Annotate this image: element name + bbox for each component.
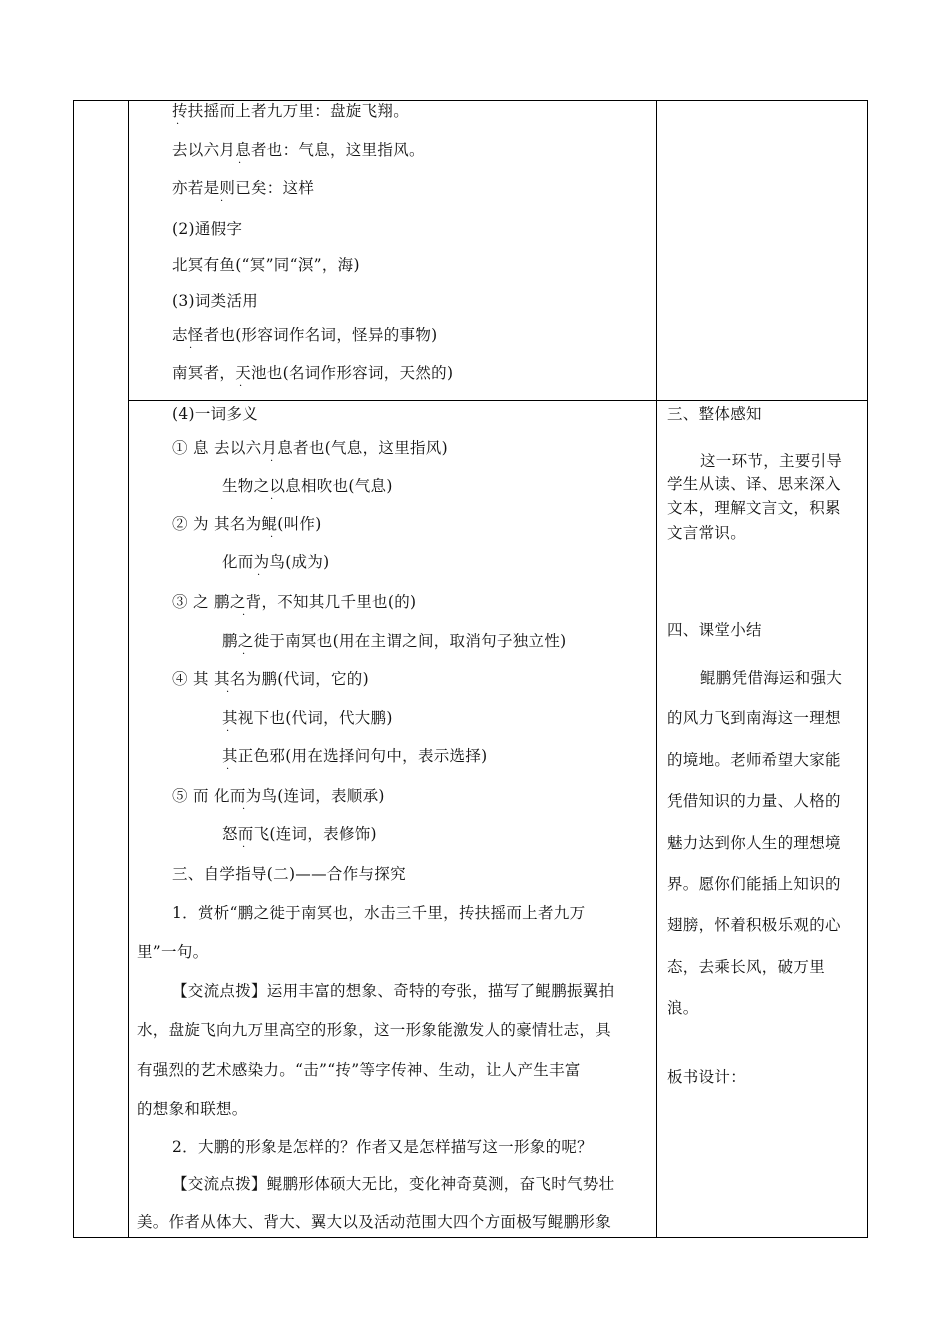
text-line: ① 息 去以六月息者也(气息，这里指风)	[172, 439, 448, 457]
column-divider-1	[128, 100, 129, 1237]
text-line: (4)一词多义	[172, 405, 259, 423]
text-line: 凭借知识的力量、人格的	[667, 792, 841, 810]
text-line: 南冥者，天池也(名词作形容词，天然的)	[172, 364, 454, 382]
section-heading: 三、整体感知	[667, 405, 762, 423]
text-line: 其视下也(代词，代大鹏)	[222, 709, 393, 727]
text-line: 的风力飞到南海这一理想	[667, 709, 841, 727]
section-heading: 三、自学指导(二)——合作与探究	[172, 865, 406, 883]
emphasis-dot: ·	[242, 804, 246, 815]
emphasis-dot: ·	[226, 687, 230, 698]
text-line: 2．大鹏的形象是怎样的？作者又是怎样描写这一形象的呢？	[172, 1138, 593, 1156]
text-line: 的想象和联想。	[137, 1100, 248, 1118]
emphasis-dot: ·	[242, 649, 246, 660]
text-line: 这一环节，主要引导	[700, 452, 843, 470]
emphasis-dot: ·	[238, 158, 242, 169]
text-line: 志怪者也(形容词作名词，怪异的事物)	[172, 326, 438, 344]
emphasis-dot: ·	[226, 726, 230, 737]
emphasis-dot: ·	[220, 196, 224, 207]
column-divider-2	[656, 100, 657, 1237]
text-line: 文言常识。	[667, 524, 747, 542]
text-line: (3)词类活用	[172, 292, 259, 310]
emphasis-dot: ·	[257, 570, 261, 581]
emphasis-dot: ·	[189, 343, 193, 354]
section-heading: 板书设计：	[667, 1068, 747, 1086]
text-line: 的境地。老师希望大家能	[667, 751, 841, 769]
text-line: 文本，理解文言文，积累	[667, 499, 841, 517]
text-line: 去以六月息者也：气息，这里指风。	[172, 141, 425, 159]
text-line: 北冥有鱼(“冥”同“溟”，海)	[172, 256, 360, 274]
text-line: 化而为鸟(成为)	[222, 553, 330, 571]
text-line: ③ 之 鹏之背，不知其几千里也(的)	[172, 593, 417, 611]
text-line: 态，去乘长风，破万里	[667, 958, 826, 976]
emphasis-dot: ·	[176, 119, 180, 130]
emphasis-dot: ·	[270, 494, 274, 505]
text-line: (2)通假字	[172, 220, 243, 238]
text-line: 有强烈的艺术感染力。“击”“抟”等字传神、生动，让人产生丰富	[137, 1061, 581, 1079]
text-line: 【交流点拨】鲲鹏形体硕大无比，变化神奇莫测，奋飞时气势壮	[172, 1175, 615, 1193]
text-line: ④ 其 其名为鹏(代词，它的)	[172, 670, 369, 688]
emphasis-dot: ·	[226, 764, 230, 775]
text-line: 怒而飞(连词，表修饰)	[222, 825, 377, 843]
text-line: 亦若是则已矣：这样	[172, 179, 315, 197]
section-heading: 四、课堂小结	[667, 621, 762, 639]
text-line: 生物之以息相吹也(气息)	[222, 477, 393, 495]
table-left-border	[73, 100, 74, 1237]
text-line: 美。作者从体大、背大、翼大以及活动范围大四个方面极写鲲鹏形象	[137, 1213, 612, 1231]
text-line: 抟扶摇而上者九万里：盘旋飞翔。	[172, 102, 410, 120]
emphasis-dot: ·	[242, 610, 246, 621]
text-line: 1．赏析“鹏之徙于南冥也，水击三千里，抟扶摇而上者九万	[172, 904, 586, 922]
text-line: 水，盘旋飞向九万里高空的形象，这一形象能激发人的豪情壮志，具	[137, 1021, 612, 1039]
text-line: 学生从读、译、思来深入	[667, 475, 841, 493]
text-line: 浪。	[667, 999, 699, 1017]
table-right-border	[867, 100, 868, 1237]
text-line: 界。愿你们能插上知识的	[667, 875, 841, 893]
row-divider	[128, 400, 868, 401]
text-line: ② 为 其名为鲲(叫作)	[172, 515, 322, 533]
emphasis-dot: ·	[270, 456, 274, 467]
emphasis-dot: ·	[270, 532, 274, 543]
text-line: 【交流点拨】运用丰富的想象、奇特的夸张，描写了鲲鹏振翼拍	[172, 982, 615, 1000]
text-line: ⑤ 而 化而为鸟(连词，表顺承)	[172, 787, 385, 805]
text-line: 鹏之徙于南冥也(用在主谓之间，取消句子独立性)	[222, 632, 567, 650]
text-line: 其正色邪(用在选择问句中，表示选择)	[222, 747, 488, 765]
emphasis-dot: ·	[239, 381, 243, 392]
text-line: 里”一句。	[137, 943, 209, 961]
table-bottom-border	[73, 1237, 868, 1238]
text-line: 魅力达到你人生的理想境	[667, 834, 841, 852]
text-line: 鲲鹏凭借海运和强大	[700, 669, 843, 687]
text-line: 翅膀，怀着积极乐观的心	[667, 916, 841, 934]
emphasis-dot: ·	[242, 842, 246, 853]
